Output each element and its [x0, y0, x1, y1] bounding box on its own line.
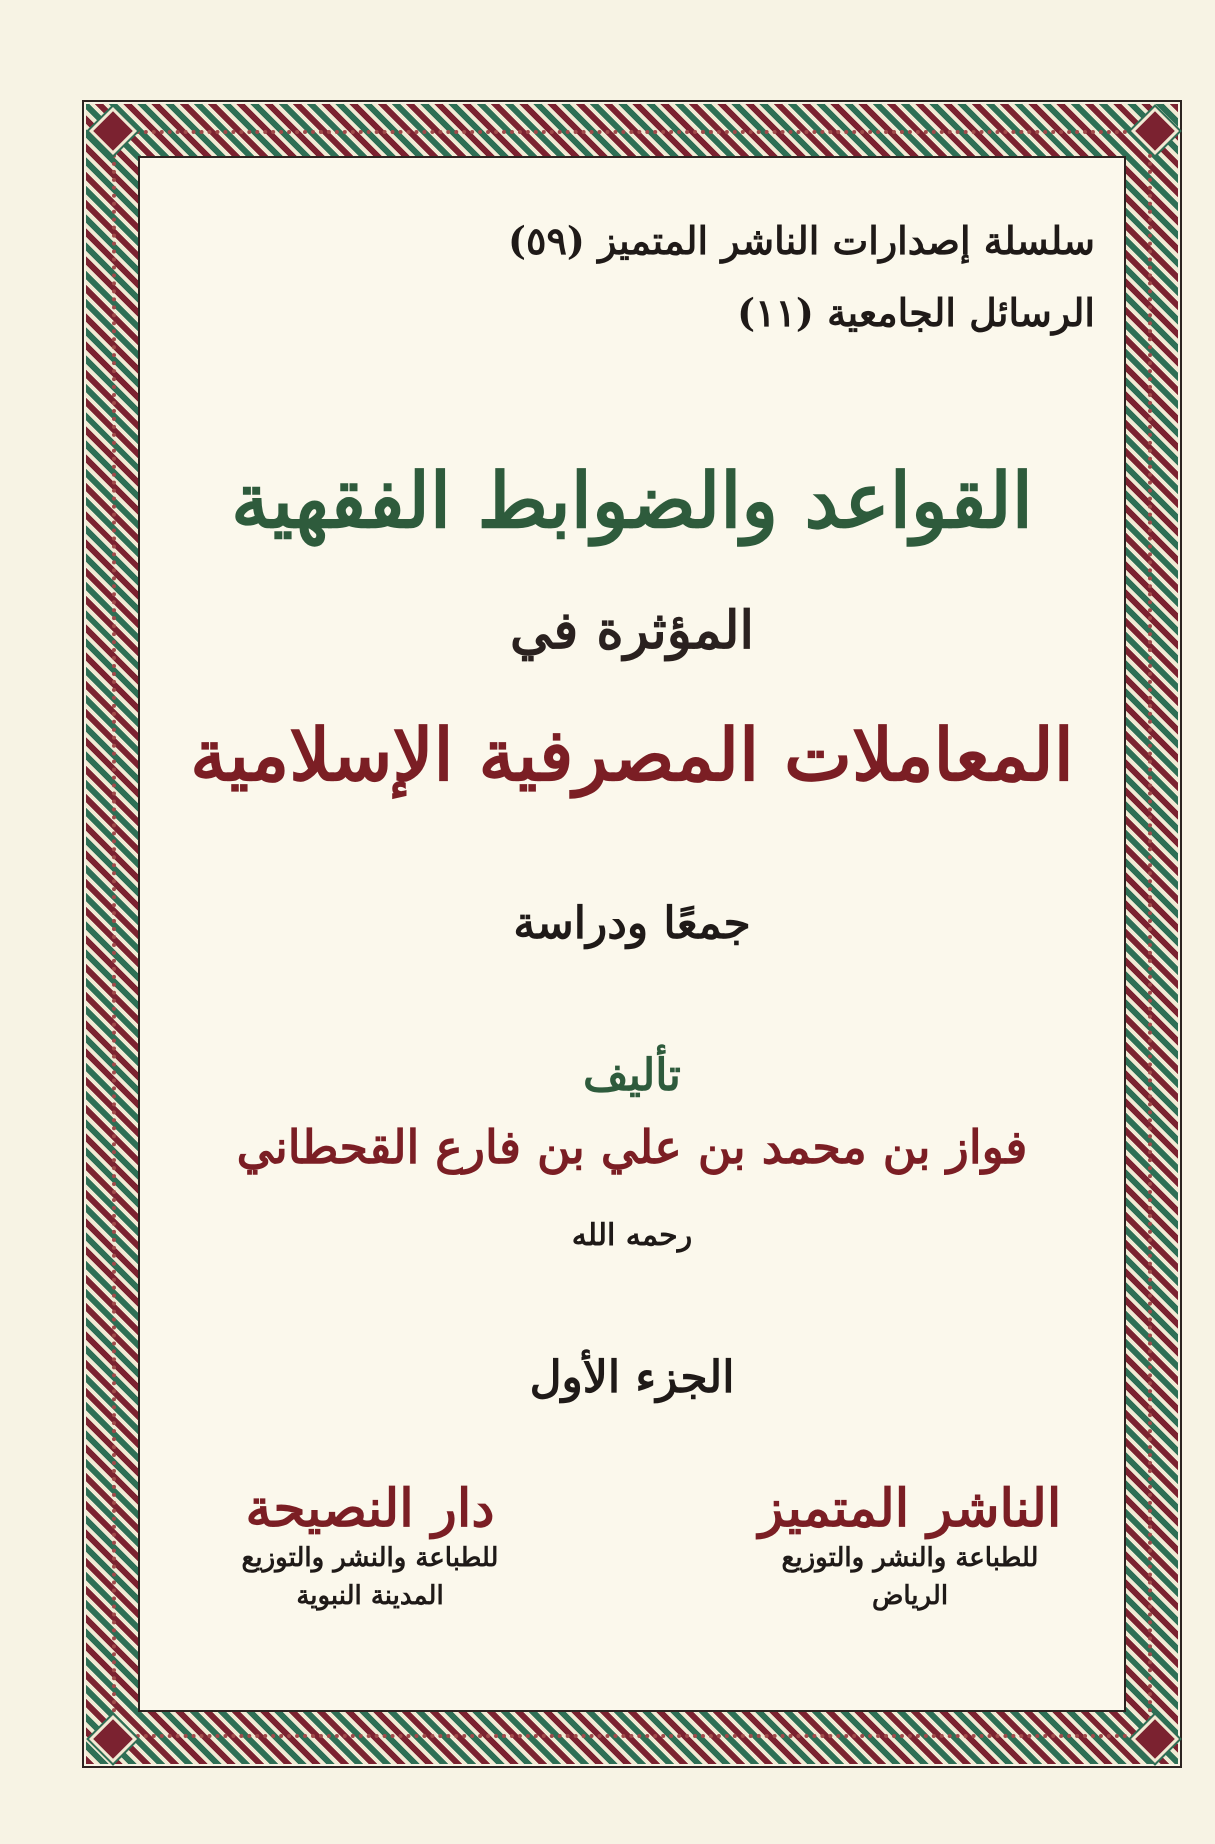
- author-honorific: رحمه الله: [571, 1218, 693, 1253]
- publisher-tagline: للطباعة والنشر والتوزيع: [241, 1543, 499, 1574]
- volume-label: الجزء الأول: [529, 1352, 735, 1403]
- publisher-block-nasher: [740, 1478, 1080, 1616]
- book-title-main: القواعد والضوابط الفقهية: [231, 456, 1033, 545]
- author-name: فواز بن محمد بن علي بن فارع القحطاني: [236, 1120, 1028, 1174]
- publisher-city: المدينة النبوية: [296, 1581, 444, 1612]
- publisher-name: دار النصيحة: [245, 1478, 495, 1539]
- authorship-label: تأليف: [583, 1050, 681, 1101]
- publisher-city: الرياض: [871, 1581, 949, 1612]
- publisher-block-nasiha: [200, 1478, 540, 1616]
- series-line-publisher: سلسلة إصدارات الناشر المتميز (٥٩): [508, 218, 1095, 263]
- book-title-connector: المؤثرة في: [510, 600, 754, 661]
- book-title-subject: المعاملات المصرفية الإسلامية: [190, 712, 1074, 797]
- publisher-name: الناشر المتميز: [758, 1478, 1062, 1539]
- series-line-theses: الرسائل الجامعية (١١): [737, 290, 1095, 335]
- publisher-tagline: للطباعة والنشر والتوزيع: [781, 1543, 1039, 1574]
- book-method: جمعًا ودراسة: [513, 898, 751, 949]
